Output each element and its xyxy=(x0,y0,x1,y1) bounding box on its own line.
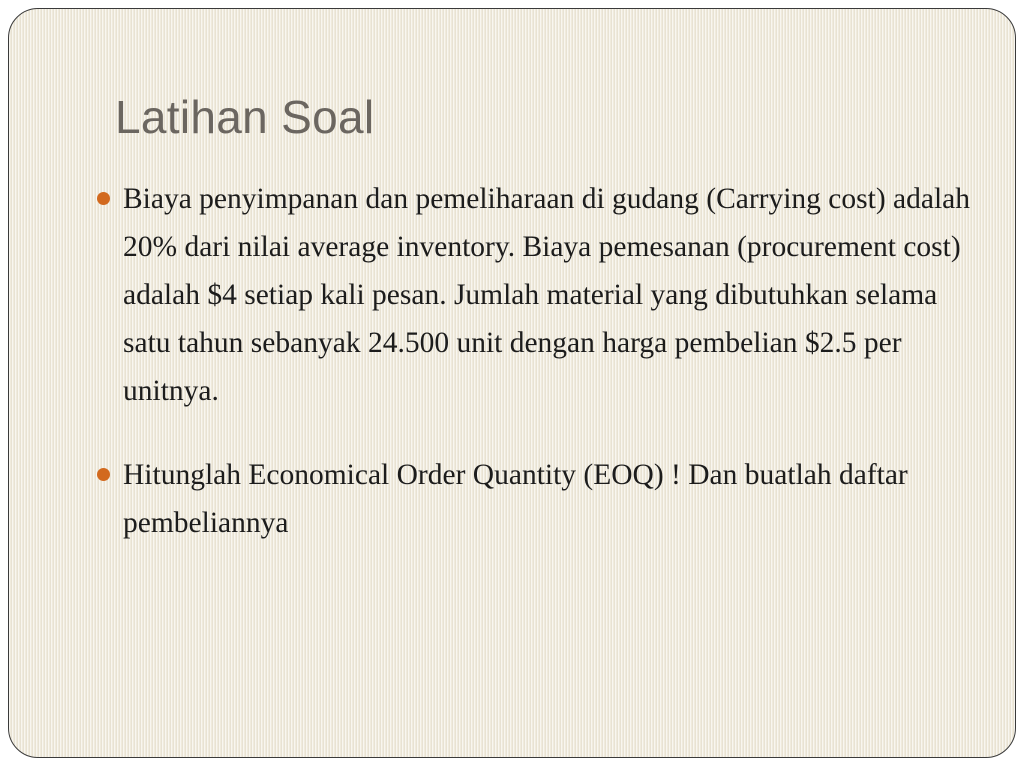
bullet-text: Biaya penyimpanan dan pemeliharaan di gudang (Carrying cost) adalah 20% dari nilai average inventory. Biaya pemesanan (procurement cost) adalah $4 setiap kali pesan. Jumlah material yang dibutuhkan selama satu tahun sebanyak 24.500 unit dengan harga pembelian $2.5 per unitnya. xyxy=(123,183,971,407)
bullet-text: Hitunglah Economical Order Quantity (EOQ) ! Dan buatlah daftar pembeliannya xyxy=(123,459,908,539)
bullet-dot-icon xyxy=(97,192,110,205)
bullet-dot-icon xyxy=(97,468,110,481)
bullet-list xyxy=(97,175,977,583)
slide xyxy=(8,8,1016,758)
slide-title: Latihan Soal xyxy=(115,91,375,143)
bullet-item-task xyxy=(97,451,977,547)
bullet-item-problem-statement xyxy=(97,175,977,415)
